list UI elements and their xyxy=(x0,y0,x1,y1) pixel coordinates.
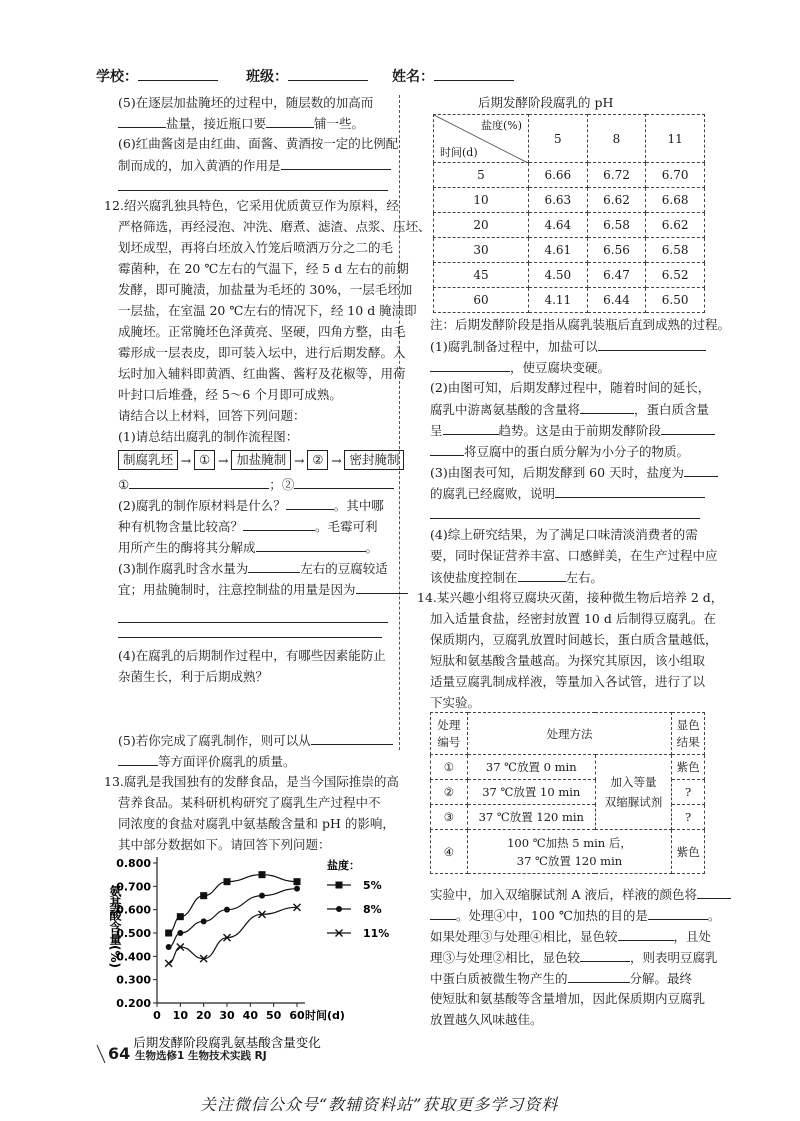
x-tick-label: 30 xyxy=(219,1009,235,1022)
q13-4-line1: (4)综上研究结果，为了满足口味清淡消费者的需 xyxy=(430,527,698,542)
arrow-icon: → xyxy=(331,452,342,468)
ph-table-title: 后期发酵阶段腐乳的 pH xyxy=(478,95,614,110)
answer-blank[interactable] xyxy=(266,115,314,128)
y-tick-label: 0.800 xyxy=(116,857,151,870)
q12-text: 霉菌种，在 20 ℃左右的气温下，经 5 d 左右的前期 xyxy=(118,261,409,276)
q12-text: 发酵，即可腌渍，加盐量为毛坯的 30%，一层毛坯加 xyxy=(118,282,413,297)
q12-text: 成腌坯。正常腌坯色泽黄亮、坚硬，四角方整，由毛 xyxy=(118,324,406,339)
x-tick-label: 60 xyxy=(289,1009,305,1022)
q12-3-line1: (3)制作腐乳时含水量为 左右的豆腐较适 xyxy=(118,561,388,576)
flow-step: 制腐乳坯 xyxy=(118,450,178,470)
answer-blank[interactable] xyxy=(697,886,731,899)
answer-blank[interactable] xyxy=(118,115,166,128)
answer-blank[interactable] xyxy=(248,560,300,573)
x-tick-label: 10 xyxy=(172,1009,188,1022)
arrow-icon: → xyxy=(294,452,305,468)
q13-3-line2: 的腐乳已经腐败，说明 xyxy=(430,485,705,502)
answer-blank[interactable] xyxy=(598,338,706,351)
q14-text: 短肽和氨基酸含量越高。为探究其原因，该小组取 xyxy=(430,653,706,668)
answer-line[interactable] xyxy=(118,178,388,191)
table-note: 注：后期发酵阶段是指从腐乳装瓶后直到成熟的过程。 xyxy=(430,317,731,332)
q13-2-line3: 呈 趋势。这是由于前期发酵阶段 xyxy=(430,422,715,439)
x-tick-label: 40 xyxy=(242,1009,258,1022)
answer-blank[interactable] xyxy=(580,401,634,414)
name-label: 姓名： xyxy=(392,66,514,85)
flow-step: ② xyxy=(307,450,328,470)
table-row: 20 4.64 6.58 6.62 xyxy=(434,213,705,238)
q13-4-line2: 要，同时保证营养丰富、口感鲜美，在生产过程中应 xyxy=(430,548,718,563)
legend-title: 盐度： xyxy=(327,859,360,872)
answer-blank[interactable] xyxy=(430,907,456,920)
table-corner-cell: 盐度(%) 时间(d) xyxy=(434,115,529,163)
q12-text: 叶封口后堆叠，经 5～6 个月即可成熟。 xyxy=(118,387,342,402)
q14-q3: 如果处理③与处理④相比，显色较 ，且处 xyxy=(430,929,712,944)
q14-q4: 理③与处理②相比，显色较 ，则表明豆腐乳 xyxy=(430,950,718,965)
school-blank[interactable] xyxy=(138,66,218,81)
legend-label: 8% xyxy=(363,903,382,916)
series-line-8% xyxy=(169,889,297,947)
answer-blank[interactable] xyxy=(286,497,334,510)
q14-text: 保质期内，豆腐乳放置时间越长，蛋白质含量越低， xyxy=(430,632,718,647)
experiment-table xyxy=(430,712,705,874)
table-row: ② 37 ℃放置 10 min ? xyxy=(431,780,705,805)
data-point xyxy=(200,892,207,899)
class-label: 班级： xyxy=(246,66,368,85)
data-point xyxy=(259,871,266,878)
answer-blank[interactable] xyxy=(555,485,705,498)
data-point xyxy=(166,944,172,950)
q14-q2: 。处理④中，100 ℃加热的目的是 。 xyxy=(430,907,720,924)
page-number: 64 xyxy=(108,1044,131,1063)
legend-label: 5% xyxy=(363,879,382,892)
answer-blank[interactable] xyxy=(443,422,499,435)
answer-blank[interactable] xyxy=(618,928,674,941)
q14-text: 14.某兴趣小组将豆腐块灭菌，接种微生物后培养 2 d， xyxy=(417,590,724,605)
q13-text: 13.腐乳是我国独有的发酵食品，是当今国际推崇的高 xyxy=(104,774,399,789)
name-blank[interactable] xyxy=(434,66,514,81)
q11-5-line1: (5)在逐层加盐腌坯的过程中，随层数的加高而 xyxy=(118,95,374,110)
table-col-header: 处理 编号 xyxy=(431,713,468,755)
q13-2-line1: (2)由图可知，后期发酵过程中，随着时间的延长， xyxy=(430,380,711,395)
q11-5-line2: 盐量，接近瓶口要 铺一些。 xyxy=(118,115,364,132)
q12-4-line1: (4)在腐乳的后期制作过程中，有哪些因素能防止 xyxy=(118,648,386,663)
footer-banner: 关注微信公众号“教辅资料站”获取更多学习资料 xyxy=(200,1095,559,1114)
table-row: 45 4.50 6.47 6.52 xyxy=(434,263,705,288)
legend-label: 11% xyxy=(363,927,390,940)
answer-blank[interactable] xyxy=(311,732,393,745)
y-tick-label: 0.200 xyxy=(116,997,151,1010)
q12-text: 一层盐，在室温 20 ℃左右的情况下，经 10 d 腌渍即 xyxy=(118,303,417,318)
q14-q5: 中蛋白质被微生物产生的 分解。最终 xyxy=(430,971,693,986)
table-row: 30 4.61 6.56 6.58 xyxy=(434,238,705,263)
flow-answer: ① ；② xyxy=(118,476,394,493)
answer-blank[interactable] xyxy=(430,359,510,372)
answer-blank[interactable] xyxy=(568,970,630,983)
q14-q6: 使短肽和氨基酸等含量增加，因此保质期内豆腐乳 xyxy=(430,991,706,1006)
answer-line[interactable] xyxy=(118,610,388,623)
q13-1-line2: ，使豆腐块变硬。 xyxy=(430,359,610,376)
x-tick-label: 50 xyxy=(266,1009,282,1022)
y-tick-label: 0.300 xyxy=(116,973,151,987)
q11-6-line1: (6)红曲酱卤是由红曲、面酱、黄酒按一定的比例配 xyxy=(118,136,399,151)
q12-2-line2: 种有机物含量比较高？ 。毛霉可利 xyxy=(118,519,378,534)
q13-text: 营养食品。某科研机构研究了腐乳生产过程中不 xyxy=(118,795,381,810)
data-point xyxy=(201,918,207,924)
q14-q7: 放置越久风味越佳。 xyxy=(430,1012,543,1027)
q13-text: 同浓度的食盐对腐乳中氨基酸含量和 pH 的影响， xyxy=(118,816,395,831)
data-point xyxy=(259,893,265,899)
answer-line[interactable] xyxy=(430,506,700,519)
answer-blank[interactable] xyxy=(118,753,158,766)
q12-5-line2: 等方面评价腐乳的质量。 xyxy=(118,753,296,770)
q12-text: 12.绍兴腐乳独具特色，它采用优质黄豆作为原料，经 xyxy=(104,198,399,213)
school-label: 学校： xyxy=(96,66,218,85)
data-point xyxy=(336,906,342,912)
q12-5-line1: (5)若你完成了腐乳制作，则可以从 xyxy=(118,732,393,749)
chart-title: 后期发酵阶段腐乳氨基酸含量变化 xyxy=(133,1035,321,1050)
q12-text: 严格筛选，再经浸泡、冲洗、磨煮、滤渣、点浆、压坯、 xyxy=(118,219,431,234)
answer-line[interactable] xyxy=(118,625,382,638)
y-tick-label: 0.700 xyxy=(116,880,151,894)
answer-blank[interactable] xyxy=(243,518,315,531)
q13-2-line2: 腐乳中游离氨基酸的含量将 ，蛋白质含量 xyxy=(430,402,710,417)
table-col-header: 8 xyxy=(587,115,646,163)
q13-4-line3: 该使盐度控制在 左右。 xyxy=(430,570,604,585)
arrow-icon: → xyxy=(180,452,192,468)
table-row: 5 6.66 6.72 6.70 xyxy=(434,163,705,188)
table-row: 60 4.11 6.44 6.50 xyxy=(434,288,705,313)
x-tick-label: 20 xyxy=(196,1009,212,1022)
q12-4-line2: 杂菌生长，利于后期成熟？ xyxy=(118,669,269,684)
arrow-icon: → xyxy=(217,452,229,468)
q14-text: 加入适量食盐，经密封放置 10 d 后制得豆腐乳。在 xyxy=(430,611,716,626)
q12-2-line1: (2)腐乳的制作原材料是什么？ 。其中哪 xyxy=(118,498,384,513)
data-point xyxy=(294,878,301,885)
y-tick-label: 0.600 xyxy=(116,903,151,917)
data-point xyxy=(177,930,183,936)
class-blank[interactable] xyxy=(288,66,368,81)
column-divider xyxy=(399,95,400,750)
table-col-header: 5 xyxy=(529,115,588,163)
answer-blank[interactable] xyxy=(294,476,394,489)
q14-text: 适量豆腐乳制成样液，等量加入各试管，进行了以 xyxy=(430,674,706,689)
q12-1: (1)请总结出腐乳的制作流程图： xyxy=(118,429,299,444)
table-col-header: 显色 结果 xyxy=(672,713,705,755)
q12-3-line2: 宜；用盐腌制时，注意控制盐的用量是因为 xyxy=(118,581,408,598)
y-tick-label: 0.500 xyxy=(116,927,151,940)
answer-blank[interactable] xyxy=(648,907,708,920)
y-tick-label: 0.400 xyxy=(116,950,151,964)
x-axis-label: 时间(d) xyxy=(305,1009,345,1022)
q14-text: 下实验。 xyxy=(430,695,481,710)
answer-blank[interactable] xyxy=(684,464,718,477)
data-point xyxy=(224,907,230,913)
data-point xyxy=(294,886,300,892)
q13-3-line1: (3)由图表可知，后期发酵到 60 天时，盐度为 xyxy=(430,464,718,481)
answer-blank[interactable] xyxy=(281,157,391,170)
q14-q1: 实验中，加入双缩脲试剂 A 液后，样液的颜色将 xyxy=(430,886,731,903)
answer-blank[interactable] xyxy=(129,476,269,489)
series-line-5% xyxy=(169,875,297,933)
table-row: ③ 37 ℃放置 120 min ? xyxy=(431,805,705,830)
q12-text: 请结合以上材料，回答下列问题： xyxy=(118,408,306,423)
q12-text: 划坯成型，再将白坯放入竹笼后喷洒万分之二的毛 xyxy=(118,240,394,255)
answer-blank[interactable] xyxy=(256,539,366,552)
table-row: 10 6.63 6.62 6.68 xyxy=(434,188,705,213)
series-line-11% xyxy=(169,907,297,963)
q11-6-line2: 制而成的，加入黄酒的作用是 xyxy=(118,157,391,174)
flow-step: ① xyxy=(194,450,215,470)
q12-text: 霉形成一层表皮，即可装入坛中，进行后期发酵。入 xyxy=(118,345,406,360)
flow-step: 加盐腌制 xyxy=(231,450,291,470)
table-row: ① 37 ℃放置 0 min 加入等量 双缩脲试剂 紫色 xyxy=(431,755,705,780)
table-col-header: 处理方法 xyxy=(467,713,671,755)
table-row: ④ 100 ℃加热 5 min 后， 37 ℃放置 120 min 紫色 xyxy=(431,830,705,874)
data-point xyxy=(336,882,343,889)
data-point xyxy=(224,878,231,885)
answer-blank[interactable] xyxy=(661,422,715,435)
data-point xyxy=(165,930,172,937)
flow-step: 密封腌制 xyxy=(344,450,404,470)
q13-text: 其中部分数据如下。请回答下列问题： xyxy=(118,837,331,852)
answer-blank[interactable] xyxy=(518,569,566,582)
process-flow xyxy=(118,450,404,470)
y-axis-label: 氨基酸含量(%) xyxy=(108,885,122,968)
q12-2-line3: 用所产生的酶将其分解成 。 xyxy=(118,540,379,555)
ph-table xyxy=(433,114,705,313)
data-point xyxy=(177,913,184,920)
x-tick-label: 0 xyxy=(153,1009,161,1022)
answer-blank[interactable] xyxy=(356,581,408,594)
q12-text: 坛时加入辅料即黄酒、红曲酱、酱籽及花椒等，用荷 xyxy=(118,366,406,381)
q13-1-line1: (1)腐乳制备过程中，加盐可以 xyxy=(430,338,706,355)
answer-blank[interactable] xyxy=(580,949,630,962)
data-point xyxy=(165,960,172,967)
q13-2-line4: 将豆腐中的蛋白质分解为小分子的物质。 xyxy=(430,443,689,460)
book-title: 生物选修1 生物技术实践 RJ xyxy=(135,1050,267,1062)
answer-blank[interactable] xyxy=(430,443,464,456)
table-col-header: 11 xyxy=(646,115,705,163)
